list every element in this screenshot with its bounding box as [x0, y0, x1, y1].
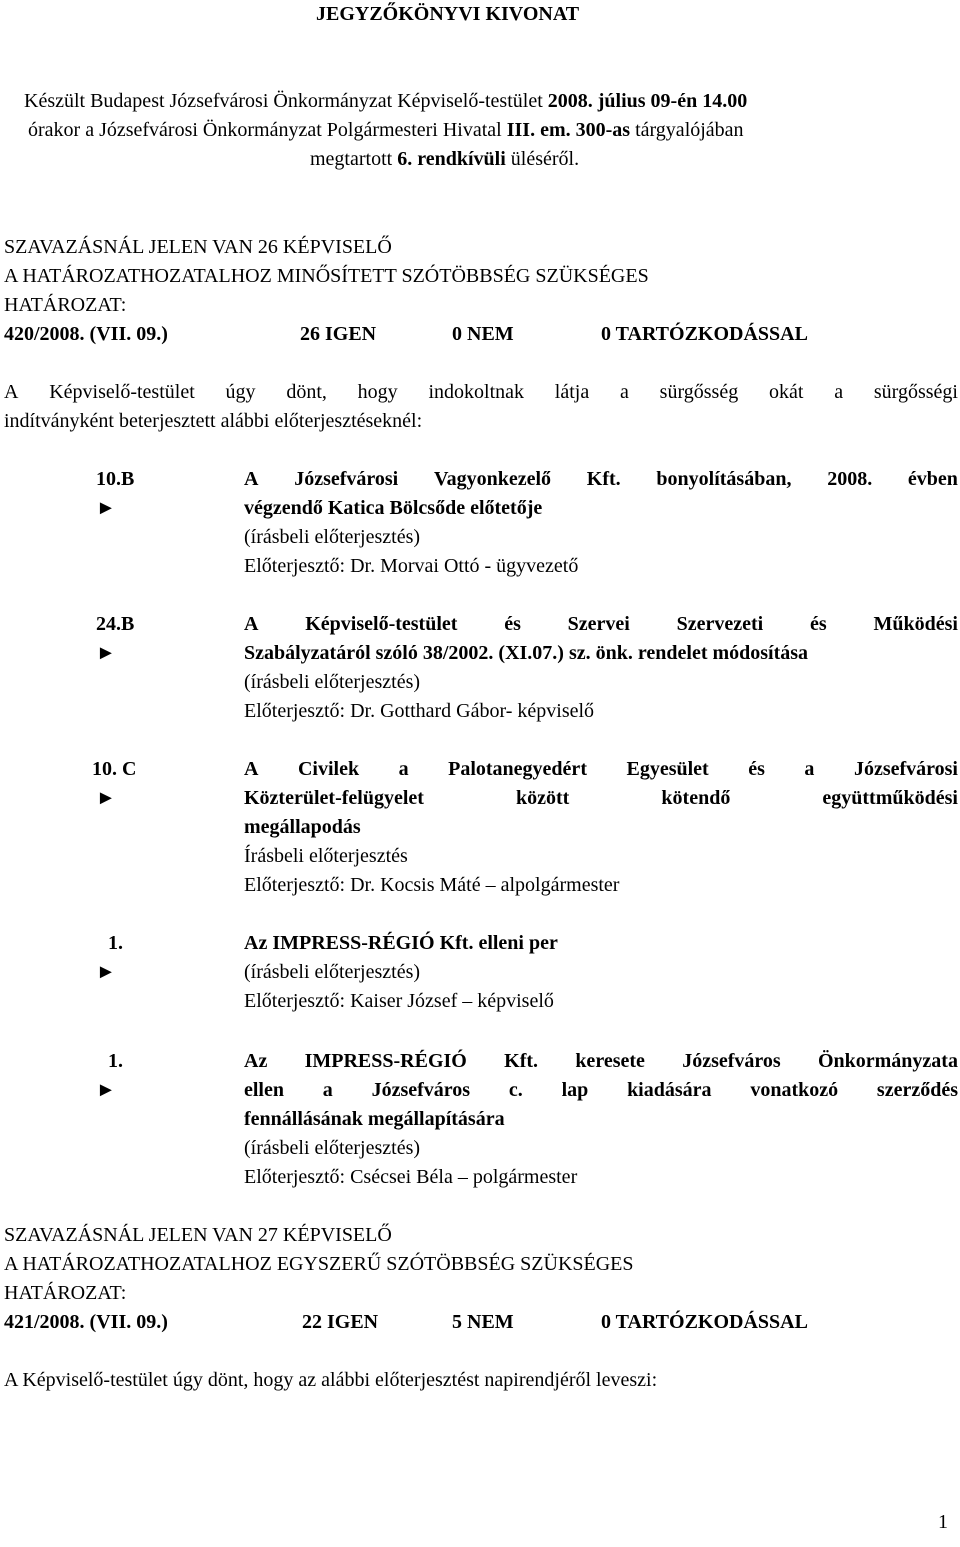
word: látja: [554, 381, 590, 403]
document-title: JEGYZŐKÖNYVI KIVONAT: [316, 3, 580, 25]
word: Az: [244, 1050, 268, 1072]
item-title-line-1: [244, 757, 958, 781]
word: és: [504, 613, 521, 635]
vote1-yes: 26 IGEN: [300, 323, 377, 345]
word: Civilek: [297, 758, 360, 780]
item-number: 10.B: [96, 468, 135, 490]
item-title-line-1: [244, 467, 958, 491]
vote1-text-line-2: indítványként beterjesztett alábbi előterjesztéseknél:: [4, 410, 423, 432]
word: keresete: [575, 1050, 645, 1072]
word: Vagyonkezelő: [433, 468, 552, 490]
vote2-label: HATÁROZAT:: [4, 1282, 127, 1304]
word: Képviselő-testület: [305, 613, 458, 635]
word: dönt,: [286, 381, 327, 403]
word: Képviselő-testület: [49, 381, 195, 403]
intro-text: órakor a Józsefvárosi Önkormányzat Polgármesteri Hivatal: [28, 119, 502, 141]
word: 2008.: [827, 468, 873, 490]
intro-text: tárgyalójában: [635, 119, 744, 141]
vote2-no: 5 NEM: [452, 1311, 514, 1333]
word: a: [322, 1079, 333, 1101]
word: a: [620, 381, 629, 403]
intro-text: Készült Budapest Józsefvárosi Önkormányzat Képviselő-testület: [24, 90, 543, 112]
item-number: 1.: [108, 1050, 123, 1072]
word: indokoltnak: [428, 381, 524, 403]
word: Közterület-felügyelet: [244, 787, 424, 809]
word: Palotanegyedért: [448, 758, 587, 780]
vote2-text: A Képviselő-testület úgy dönt, hogy az alábbi előterjesztést napirendjéről leveszi:: [4, 1369, 658, 1391]
intro-line-2: [28, 118, 744, 142]
word: Egyesület: [626, 758, 709, 780]
word: együttműködési: [822, 787, 958, 809]
item-number: 10. C: [92, 758, 137, 780]
word: ellen: [244, 1079, 284, 1101]
word: Szervei: [567, 613, 630, 635]
intro-line-3: [310, 147, 579, 171]
word: vonatkozó: [750, 1079, 839, 1101]
intro-session: 6. rendkívüli: [397, 148, 506, 170]
arrow-icon: ►: [96, 642, 116, 664]
word: A: [244, 468, 259, 490]
word: Józsefváros: [682, 1050, 781, 1072]
vote2-abstain: 0 TARTÓZKODÁSSAL: [601, 1311, 808, 1333]
word: kiadására: [627, 1079, 712, 1101]
word: A: [244, 758, 259, 780]
word: A: [244, 613, 259, 635]
intro-room: III. em. 300-as: [506, 119, 631, 141]
word: és: [810, 613, 827, 635]
item-presenter: Előterjesztő: Kaiser József – képviselő: [244, 990, 554, 1012]
arrow-icon: ►: [96, 961, 116, 983]
page-number: 1: [938, 1511, 948, 1533]
word: kötendő: [661, 787, 731, 809]
intro-text: megtartott: [310, 148, 393, 170]
item-title-line-2: [244, 1078, 958, 1102]
word: a: [834, 381, 844, 403]
item-presenter: Előterjesztő: Dr. Kocsis Máté – alpolgármester: [244, 874, 620, 896]
word: között: [516, 787, 570, 809]
word: c.: [508, 1079, 523, 1101]
vote1-number: 420/2008. (VII. 09.): [4, 323, 168, 345]
vote1-majority: A HATÁROZATHOZATALHOZ MINŐSÍTETT SZÓTÖBBSÉG SZÜKSÉGES: [4, 265, 649, 287]
vote2-majority: A HATÁROZATHOZATALHOZ EGYSZERŰ SZÓTÖBBSÉG SZÜKSÉGES: [4, 1253, 634, 1275]
intro-text: üléséről.: [510, 148, 580, 170]
vote2-number: 421/2008. (VII. 09.): [4, 1311, 168, 1333]
word: lap: [561, 1079, 589, 1101]
arrow-icon: ►: [96, 787, 116, 809]
word: a: [398, 758, 409, 780]
word: sürgősségi: [873, 381, 958, 403]
arrow-icon: ►: [96, 497, 116, 519]
vote1-no: 0 NEM: [452, 323, 514, 345]
word: Kft.: [504, 1050, 539, 1072]
word: Szervezeti: [676, 613, 764, 635]
word: A: [4, 381, 19, 403]
item-title-line-1: [244, 1049, 958, 1073]
word: okát: [768, 381, 804, 403]
item-title-line-3: megállapodás: [244, 816, 361, 838]
word: Józsefvárosi: [294, 468, 399, 490]
word: évben: [907, 468, 958, 490]
item-number: 1.: [108, 932, 123, 954]
item-type: (írásbeli előterjesztés): [244, 526, 421, 548]
vote1-text-line-1: [4, 380, 958, 404]
word: Működési: [873, 613, 958, 635]
word: Józsefváros: [371, 1079, 471, 1101]
item-type: (írásbeli előterjesztés): [244, 961, 421, 983]
item-number: 24.B: [96, 613, 135, 635]
word: és: [748, 758, 765, 780]
vote1-present: SZAVAZÁSNÁL JELEN VAN 26 KÉPVISELŐ: [4, 236, 392, 258]
item-title-line-2: [244, 786, 958, 810]
arrow-icon: ►: [96, 1079, 116, 1101]
item-type: (írásbeli előterjesztés): [244, 1137, 421, 1159]
word: Önkormányzata: [817, 1050, 958, 1072]
item-title-line-2: Szabályzatáról szóló 38/2002. (XI.07.) sz. önk. rendelet módosítása: [244, 642, 809, 664]
item-presenter: Előterjesztő: Dr. Morvai Ottó - ügyvezető: [244, 555, 579, 577]
word: IMPRESS-RÉGIÓ: [304, 1050, 467, 1072]
vote2-present: SZAVAZÁSNÁL JELEN VAN 27 KÉPVISELŐ: [4, 1224, 392, 1246]
vote1-abstain: 0 TARTÓZKODÁSSAL: [601, 323, 808, 345]
item-title-line-2: végzendő Katica Bölcsőde előtetője: [244, 497, 543, 519]
word: bonyolításában,: [656, 468, 792, 490]
intro-date: 2008. július 09-én 14.00: [547, 90, 748, 112]
item-title-line-1: Az IMPRESS-RÉGIÓ Kft. elleni per: [244, 932, 558, 954]
word: a: [804, 758, 815, 780]
word: sürgősség: [659, 381, 739, 403]
item-presenter: Előterjesztő: Csécsei Béla – polgármester: [244, 1166, 578, 1188]
word: Kft.: [586, 468, 621, 490]
item-title-line-1: [244, 612, 958, 636]
item-title-line-3: fennállásának megállapítására: [244, 1108, 505, 1130]
vote1-label: HATÁROZAT:: [4, 294, 127, 316]
item-type: Írásbeli előterjesztés: [244, 845, 408, 867]
word: szerződés: [876, 1079, 958, 1101]
word: hogy: [357, 381, 398, 403]
item-presenter: Előterjesztő: Dr. Gotthard Gábor- képviselő: [244, 700, 595, 722]
word: Józsefvárosi: [853, 758, 958, 780]
intro-line-1: [24, 89, 747, 113]
word: úgy: [225, 381, 256, 403]
item-type: (írásbeli előterjesztés): [244, 671, 421, 693]
vote2-yes: 22 IGEN: [302, 1311, 379, 1333]
